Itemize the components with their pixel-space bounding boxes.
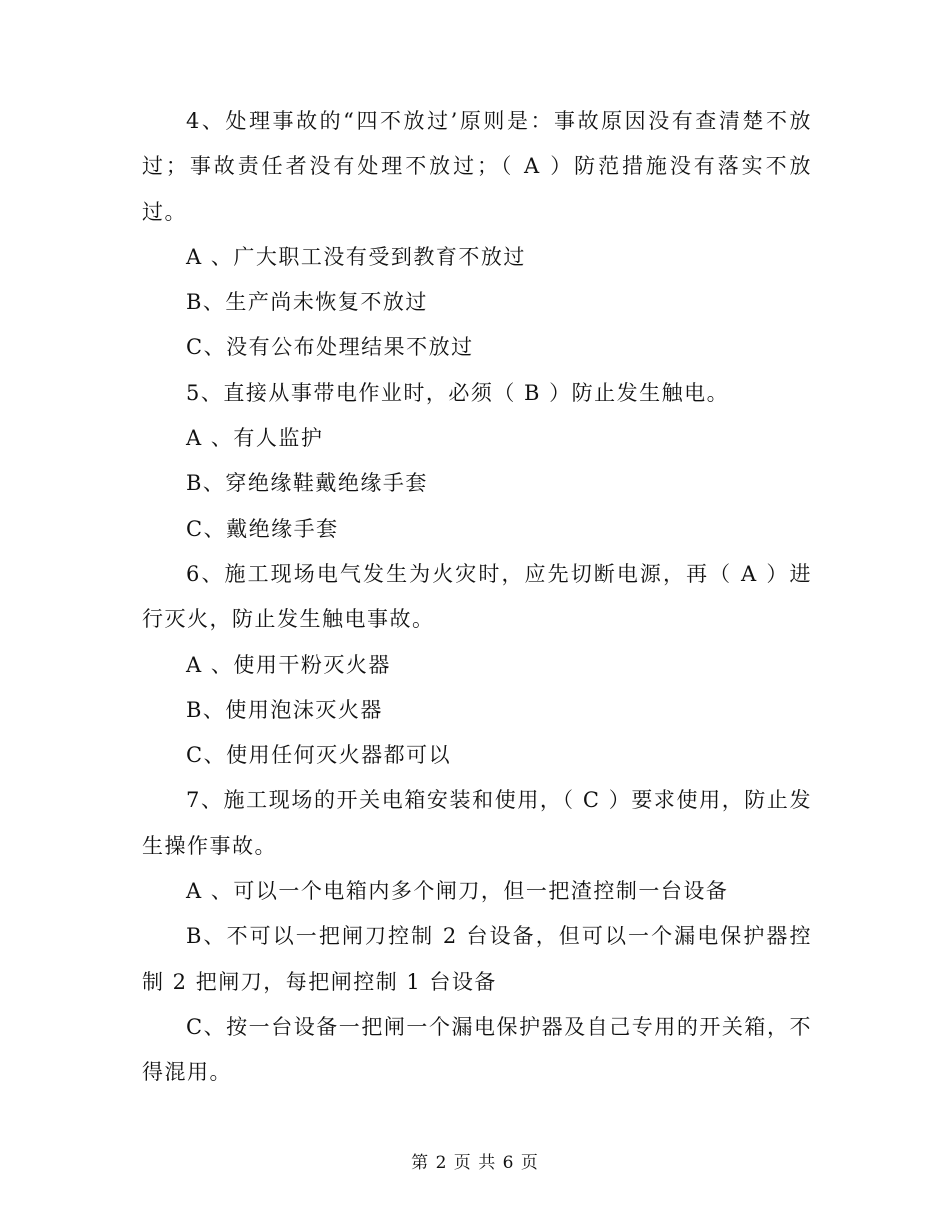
page-number: 第 2 页 共 6 页: [411, 1153, 539, 1173]
question-4: [142, 99, 812, 371]
option-c: C、没有公布处理结果不放过: [186, 335, 474, 360]
question-stem: 6、施工现场电气发生为火灾时，应先切断电源，再（ A ）进行灭火，防止发生触电事故。: [142, 561, 812, 632]
option-b: B、穿绝缘鞋戴绝缘手套: [186, 471, 428, 496]
question-6: [142, 552, 812, 778]
question-stem: 4、处理事故的“四不放过’原则是：事故原因没有查清楚不放过；事故责任者没有处理不放过；（ A ）防范措施没有落实不放过。: [142, 109, 812, 224]
option-c: C、使用任何灭火器都可以: [186, 743, 452, 768]
option-a: A 、广大职工没有受到教育不放过: [186, 244, 526, 269]
option-c: C、按一台设备一把闸一个漏电保护器及自己专用的开关箱，不得混用。: [142, 1014, 812, 1085]
option-a: A 、使用干粉灭火器: [186, 652, 391, 677]
option-b: B、使用泡沫灭火器: [186, 697, 383, 722]
question-7: [142, 778, 812, 1095]
question-5: [142, 371, 812, 552]
question-stem: 5、直接从事带电作业时，必须（ B ）防止发生触电。: [186, 380, 730, 405]
document-body: [142, 99, 812, 1096]
option-b: B、不可以一把闸刀控制 2 台设备，但可以一个漏电保护器控制 2 把闸刀，每把闸控制 1 台设备: [142, 924, 812, 994]
option-a: A 、有人监护: [186, 426, 324, 451]
option-a: A 、可以一个电箱内多个闸刀，但一把渣控制一台设备: [186, 879, 729, 904]
option-c: C、戴绝缘手套: [186, 516, 339, 541]
option-b: B、生产尚未恢复不放过: [186, 290, 428, 315]
question-stem: 7、施工现场的开关电箱安装和使用，（ C ）要求使用，防止发生操作事故。: [142, 788, 812, 858]
